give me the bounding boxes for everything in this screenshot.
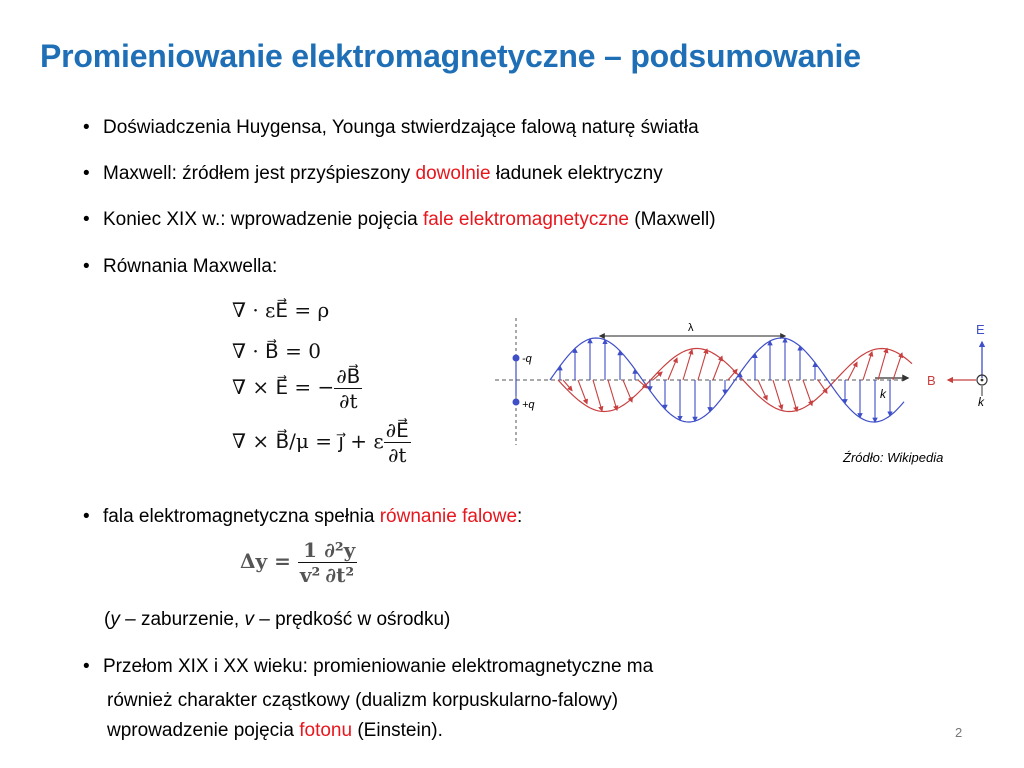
- b-field-vector: [788, 380, 797, 411]
- b-field-vector: [713, 356, 722, 380]
- highlight-text: równanie falowe: [379, 506, 518, 527]
- bullet-em-waves: [83, 208, 716, 232]
- fraction-numerator: ∂E⃗: [385, 418, 409, 442]
- b-field-vector: [698, 349, 707, 380]
- k-out-of-page-dot: [981, 379, 984, 382]
- fraction-denominator: ∂t: [388, 443, 407, 467]
- fraction: [322, 538, 357, 587]
- bullet-dot: •: [83, 209, 90, 230]
- bullet-dot: •: [83, 256, 90, 277]
- bullet-text: wprowadzenie pojęcia: [107, 720, 300, 741]
- note-text: – prędkość w ośrodku): [253, 609, 451, 630]
- note-var-v: v: [244, 609, 254, 630]
- bullet-text: :: [517, 506, 523, 527]
- k-label: k: [880, 387, 886, 401]
- b-field-vector: [818, 380, 827, 393]
- bullet-text: fala elektromagnetyczna spełnia: [103, 506, 380, 527]
- positive-charge-label: +q: [522, 399, 535, 411]
- bullet-photon-line3: [107, 719, 443, 743]
- b-direction-label: B: [927, 373, 936, 388]
- equation-lhs: Δy =: [240, 549, 291, 573]
- bullet-text: ładunek elektryczny: [490, 163, 663, 184]
- equation-lhs: ∇ × B⃗/μ = j⃗ + ε: [232, 429, 384, 453]
- b-field-vector: [623, 380, 632, 402]
- bullet-text: (Einstein).: [352, 720, 443, 741]
- bullet-maxwell-equations: [83, 255, 277, 279]
- note-text: – zaburzenie,: [119, 609, 245, 630]
- fraction: [384, 418, 411, 467]
- fraction-denominator: ∂t: [339, 389, 358, 413]
- b-field-vector: [863, 352, 872, 380]
- bullet-photon: [83, 655, 653, 679]
- fraction-numerator: 1: [298, 538, 322, 563]
- highlight-text: fale elektromagnetyczne: [423, 209, 629, 230]
- equation-gauss-b: ∇ · B⃗ = 0: [232, 339, 321, 363]
- positive-charge: [513, 399, 520, 406]
- b-field-vector: [593, 380, 602, 411]
- bullet-text: Równania Maxwella:: [103, 256, 278, 277]
- slide-title: Promieniowanie elektromagnetyczne – podsumowanie: [40, 38, 861, 74]
- fraction-denominator: ∂t²: [325, 563, 355, 587]
- b-field-vector: [683, 350, 692, 380]
- equation-ampere: [232, 418, 411, 467]
- fraction-numerator: ∂²y: [324, 538, 356, 562]
- bullet-text: (Maxwell): [628, 209, 716, 230]
- note-var-y: y: [110, 609, 120, 630]
- b-field-vector: [878, 349, 887, 381]
- bullet-text: Koniec XIX w.: wprowadzenie pojęcia: [103, 209, 424, 230]
- b-field-vector: [578, 380, 587, 404]
- bullet-dot: •: [83, 656, 90, 677]
- b-field-vector: [608, 380, 617, 410]
- bullet-text: Maxwell: źródłem jest przyśpieszony: [103, 163, 416, 184]
- b-field-vector: [893, 353, 902, 380]
- bullet-photon-line2: również charakter cząstkowy (dualizm korpuskularno-falowy): [107, 690, 619, 711]
- negative-charge-label: -q: [522, 353, 532, 365]
- k-direction-label: k: [978, 395, 984, 409]
- fraction: [334, 364, 362, 413]
- equation-faraday: [232, 364, 362, 413]
- bullet-dot: •: [83, 506, 90, 527]
- negative-charge: [513, 355, 520, 362]
- wave-group: [550, 338, 912, 422]
- image-source-caption: Źródło: Wikipedia: [843, 450, 944, 465]
- equation-gauss-e: ∇ · εE⃗ = ρ: [232, 298, 330, 322]
- bullet-text: Przełom XIX i XX wieku: promieniowanie elektromagnetyczne ma: [103, 656, 654, 677]
- note-text: (: [104, 609, 111, 630]
- fraction-numerator: ∂B⃗: [336, 364, 361, 388]
- highlight-text: fotonu: [299, 720, 353, 741]
- e-direction-label: E: [976, 322, 985, 337]
- em-wave-diagram: [480, 300, 1010, 450]
- wave-equation-note: [104, 608, 450, 632]
- wave-equation: [240, 538, 357, 587]
- bullet-huygens: [83, 116, 699, 140]
- bullet-text: Doświadczenia Huygensa, Younga stwierdzające falową naturę światła: [103, 117, 699, 138]
- b-field-vector: [803, 380, 812, 405]
- page-number: 2: [955, 725, 963, 740]
- wavelength-label: λ: [688, 322, 694, 334]
- bullet-dot: •: [83, 163, 90, 184]
- b-field-vector: [773, 380, 782, 409]
- b-field-vector: [563, 380, 572, 391]
- bullet-wave-equation: [83, 505, 522, 529]
- fraction-denominator: v²: [299, 563, 321, 587]
- fraction: [298, 538, 322, 587]
- equation-lhs: ∇ × E⃗ = −: [232, 375, 335, 399]
- bullet-dot: •: [83, 117, 90, 138]
- bullet-maxwell-source: [83, 162, 663, 186]
- highlight-text: dowolnie: [415, 163, 491, 184]
